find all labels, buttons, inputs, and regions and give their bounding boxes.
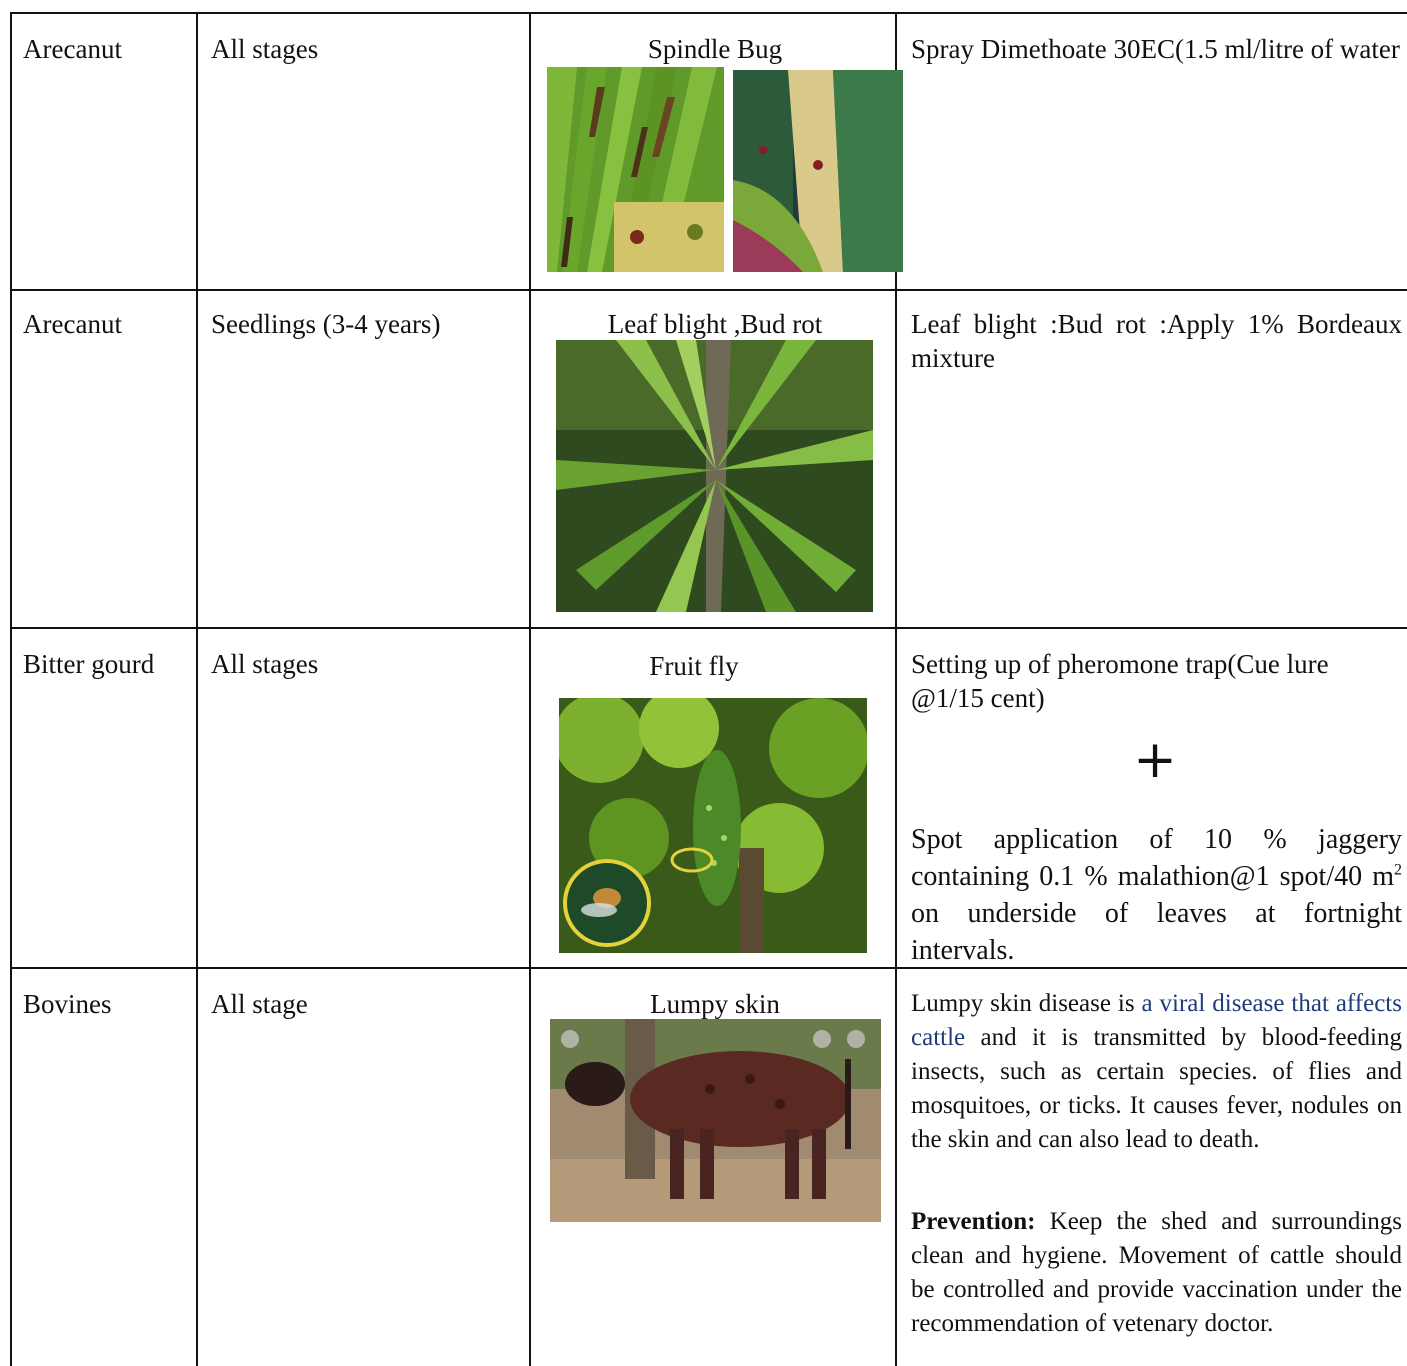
stage-cell bbox=[211, 647, 521, 681]
table-rule bbox=[10, 289, 1407, 291]
table-rule bbox=[196, 12, 198, 1366]
crop-name: Arecanut bbox=[23, 309, 122, 339]
stage-text: All stage bbox=[211, 989, 308, 1019]
viral-disease-highlight: a viral disease that affects cattle bbox=[911, 990, 1402, 1051]
stage-cell bbox=[211, 32, 521, 66]
management-text: Spot application of 10 % jaggery containing 0.1 % malathion@1 spot/40 $m^2$ on underside of leaves at fortnight intervals. bbox=[911, 824, 1402, 966]
lumpy-skin-cow-photo bbox=[550, 1019, 881, 1222]
pest-management-table bbox=[10, 12, 1407, 1366]
table-rule bbox=[10, 12, 1407, 14]
management-text: Setting up of pheromone trap(Cue lure @1/15 cent) bbox=[911, 649, 1329, 713]
plus-sign: + bbox=[1133, 730, 1177, 790]
arecanut-seedling-photo bbox=[556, 340, 873, 612]
stage-text: Seedlings (3-4 years) bbox=[211, 309, 441, 339]
management-text: Leaf blight :Bud rot :Apply 1% Bordeaux mixture bbox=[911, 309, 1402, 373]
table-rule bbox=[10, 12, 12, 1366]
pest-label: Fruit fly bbox=[649, 651, 739, 681]
crop-cell bbox=[23, 307, 193, 341]
stage-cell bbox=[211, 987, 521, 1021]
spindle-bug-leaf-photo bbox=[547, 67, 724, 272]
management-text: Spray Dimethoate 30EC(1.5 ml/litre of water bbox=[911, 34, 1400, 64]
prevention-text: Prevention: Keep the shed and surroundings clean and hygiene. Movement of cattle should be controlled and provide vaccination under the recommendation of vetenary doctor. bbox=[911, 1208, 1402, 1337]
pest-label: Lumpy skin bbox=[650, 989, 780, 1019]
disease-description: Lumpy skin disease is a viral disease that affects cattle and it is transmitted by blood-feeding insects, such as certain species. of flies and mosquitoes, or ticks. It causes fever, nodules on the skin and can also lead to death. bbox=[911, 990, 1402, 1153]
crop-name: Bovines bbox=[23, 989, 112, 1019]
stage-text: All stages bbox=[211, 649, 319, 679]
table-rule bbox=[529, 12, 531, 1366]
table-rule bbox=[10, 627, 1407, 629]
pest-label: Leaf blight ,Bud rot bbox=[607, 309, 823, 339]
crop-name: Bitter gourd bbox=[23, 649, 155, 679]
crop-cell bbox=[23, 987, 193, 1021]
pest-label: Spindle Bug bbox=[647, 34, 783, 64]
crop-cell bbox=[23, 647, 193, 681]
stage-text: All stages bbox=[211, 34, 319, 64]
crop-cell bbox=[23, 32, 193, 66]
bitter-gourd-fruit-fly-photo bbox=[559, 698, 867, 953]
spindle-bug-spindle-photo bbox=[733, 70, 903, 272]
crop-name: Arecanut bbox=[23, 34, 122, 64]
stage-cell bbox=[211, 307, 521, 341]
prevention-label: Prevention: bbox=[911, 1208, 1036, 1235]
